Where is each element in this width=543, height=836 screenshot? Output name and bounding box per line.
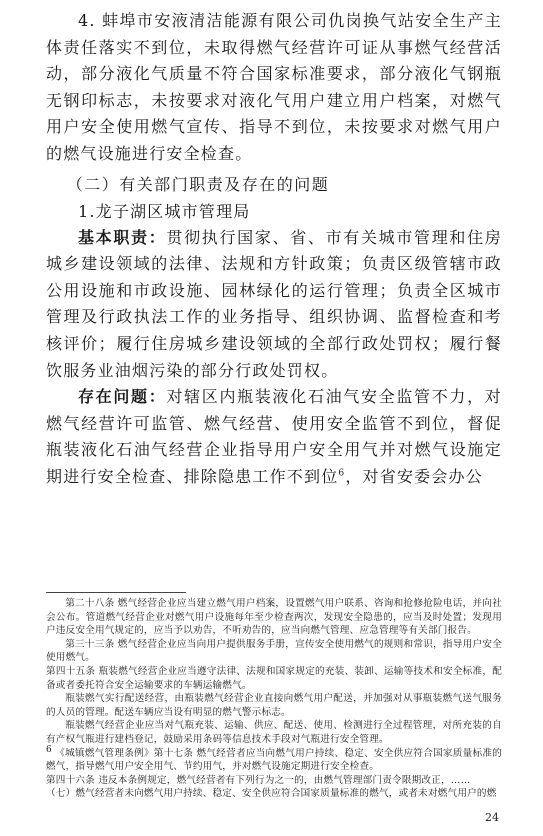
footnote-art28: 第二十八条 燃气经营企业应当建立燃气用户档案，设置燃气用户联系、咨询和抢修抢险电话，并向社会公布。管道燃气经营企业对燃气用户设施每年至少检查两次，发现安全隐患的，应当及时处置；发现用户违反安全用气规定的，应当予以劝告，不听劝告的，应当向燃气管理、应急管理等有关部门报告。 (46, 598, 502, 637)
problem-lead: 存在问题： (78, 387, 167, 407)
problem-text: 对辖区内瓶装液化石油气安全监管不力，对燃气经营许可监管、燃气经营、使用安全监管不到位，督促瓶装液化石油气经营企业指导用户安全用气并对燃气设施定期进行安全检查、排除隐患工作不到位 (46, 387, 502, 486)
footnote-delivery: 瓶装燃气实行配送经营，由瓶装燃气经营企业直接向燃气用户配送，并加强对从事瓶装燃气送气服务的人员的管理。配送车辆应当设有明显的燃气警示标志。 (46, 693, 502, 718)
footnotes (46, 597, 502, 801)
footnote-divider (46, 592, 186, 593)
duty-text: 贯彻执行国家、省、市有关城市管理和住房城乡建设领域的法律、法规和方针政策；负责区级管辖市政公用设施和市政设施、园林绿化的运行管理；负责全区城市管理及行政执法工作的业务指导、组织协调、监督检查和考核评价；履行住房城乡建设领域的全部行政处罚权；履行餐饮服务业油烟污染的部分行政处罚权。 (46, 227, 502, 380)
problem-paragraph (46, 384, 502, 490)
footnote-ref-6[interactable]: 6 (338, 468, 346, 479)
footnote-item-7: （七）燃气经营者未向燃气用户持续、稳定、安全供应符合国家质量标准的燃气，或者未对燃气用户的燃 (46, 788, 497, 800)
footnote-art46: 第四十六条 违反本条例规定，燃气经营者有下列行为之一的，由燃气管理部门责令限期改正，…… (46, 774, 471, 786)
section-heading: （二）有关部门职责及存在的问题 (66, 174, 330, 194)
duty-lead: 基本职责： (78, 227, 167, 247)
main-body (46, 8, 502, 491)
footnote-6 (46, 744, 502, 774)
problem-tail: ，对省安委会办公 (345, 466, 483, 486)
page-number: 24 (485, 811, 499, 824)
footnote-cylinder-management: 瓶装燃气经营企业应当对气瓶充装、运输、供应、配送、使用、检测进行全过程管理，对所充装的自有产权气瓶进行建档登记，鼓励采用条码等信息技术手段对气瓶进行安全管理。 (46, 720, 502, 745)
paragraph-item-4: 4. 蚌埠市安液清洁能源有限公司仇岗换气站安全生产主体责任落实不到位，未取得燃气经营许可证从事燃气经营活动，部分液化气质量不符合国家标准要求，部分液化气钢瓶无钢印标志，未按要求对液化气用户建立用户档案，对燃气用户安全使用燃气宣传、指导不到位，未按要求对燃气用户的燃气设施进行安全检查。 (46, 11, 502, 163)
footnote-art33: 第三十三条 燃气经营企业应当向用户提供服务手册，宣传安全使用燃气的规则和常识，指导用户安全使用燃气。 (46, 638, 502, 664)
footnote-6-mark: 6 (46, 744, 52, 755)
duty-paragraph (46, 225, 502, 385)
sub-heading: 1.龙子湖区城市管理局 (78, 201, 251, 221)
footnote-art45: 第四十五条 瓶装燃气经营企业应当遵守法律、法规和国家规定的充装、装卸、运输等技术和安全标准，配备或者委托符合安全运输要求的车辆运输燃气。 (46, 665, 502, 691)
footnote-6-text: 《城镇燃气管理条例》第十七条 燃气经营者应当向燃气用户持续、稳定、安全供应符合国家质量标准的燃气，指导燃气用户安全用气、节约用气，并对燃气设施定期进行安全检查。 (46, 747, 502, 773)
